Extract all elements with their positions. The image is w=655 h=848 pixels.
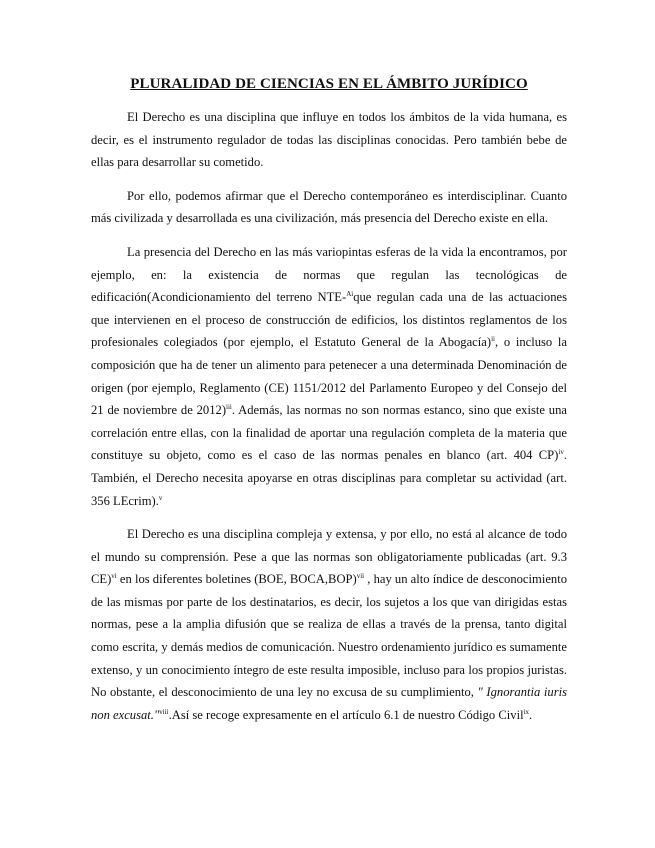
footnote-ref: vi <box>111 572 117 581</box>
paragraph-2 <box>91 185 567 230</box>
paragraph-text: Por ello, podemos afirmar que el Derecho contemporáneo es interdisciplinar. Cuanto más civilizada y desarrollada es una civilización, más presencia del Derecho existe en ella. <box>91 188 567 226</box>
paragraph-4 <box>91 523 567 726</box>
paragraph-text: El Derecho es una disciplina que influye en todos los ámbitos de la vida humana, es decir, es el instrumento regulador de todas las disciplinas conocidas. Pero también bebe de ellas para desarrollar su cometido. <box>91 110 567 170</box>
paragraph-text: . <box>529 707 533 722</box>
footnote-ref: v <box>158 493 163 502</box>
paragraph-text: . Además, las normas no son normas estanco, sino que existe una correlación entre ellas, con la finalidad de aportar una regulación completa de la materia que constituye su objeto, como es el caso de las normas penales en blanco (art. 404 CP) <box>91 403 567 463</box>
paragraph-text: La presencia del Derecho en las más variopintas esferas de la vida la encontramos, por ejemplo, en: la existencia de normas que regulan las tecnológicas de edificación(Acondicionamiento del terreno NTE- <box>91 244 567 305</box>
paragraph-text: que regulan cada una de las actuaciones que intervienen en el proceso de construcción de edificios, los distintos reglamentos de los profesionales colegiados (por ejemplo, el Estatuto General de la Abogacía) <box>91 290 568 350</box>
paragraph-text: en los diferentes boletines (BOE, BOCA,BOP) <box>116 572 357 587</box>
footnote-ref: ix <box>523 707 530 716</box>
footnote-ref: Ai <box>346 289 354 298</box>
document-title: PLURALIDAD DE CIENCIAS EN EL ÁMBITO JURÍDICO <box>130 76 528 92</box>
paragraph-text: , o incluso la composición que ha de tener un alimento para petenecer a una determinada Denominación de origen (por ejemplo, Reglamento (CE) 1151/2012 del Parlamento Europeo y del Consejo del 21 de noviembre de 2012) <box>91 335 568 418</box>
footnote-ref: iv <box>558 448 564 457</box>
paragraph-3 <box>91 241 567 512</box>
paragraph-text: El Derecho es una disciplina compleja y extensa, y por ello, no está al alcance de todo el mundo su comprensión. Pese a que las normas son obligatoriamente publicadas (art. 9.3 CE) <box>91 527 567 587</box>
paragraph-text: , hay un alto índice de desconocimiento de las mismas por parte de los destinatarios, es decir, los sujetos a los que van dirigidas estas normas, pese a la amplia difusión que se realiza de ellas a través de la prensa, tanto digital como escrita, y demás medios de comunicación. Nuestro ordenamiento jurídico es sumamente extenso, y un conocimiento íntegro de este resulta imposible, incluso para los propios juristas. No obstante, el desconocimiento de una ley no excusa de su cumplimiento, <box>91 572 567 700</box>
footnote-ref: iii <box>226 402 232 411</box>
footnote-ref: ii <box>491 335 495 344</box>
footnote-ref: viii <box>159 707 169 716</box>
latin-quote: " Ignorantia iuris non excusat." <box>91 685 567 722</box>
footnote-ref: vii <box>356 572 365 581</box>
paragraph-text: .Así se recoge expresamente en el artículo 6.1 de nuestro Código Civil <box>168 707 524 722</box>
paragraph-text: . También, el Derecho necesita apoyarse en otras disciplinas para completar su actividad (art. 356 LEcrim). <box>91 448 567 508</box>
paragraph-1 <box>91 106 567 174</box>
